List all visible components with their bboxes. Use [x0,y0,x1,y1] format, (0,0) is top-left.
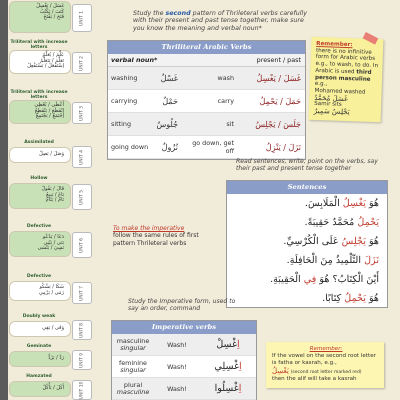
sidebar-verb: أَعْطَى / يُعْطِي [34,102,64,108]
sidebar-verb: رَدَّ / يَرُدُّ [48,355,64,361]
remember-heading: Remember: [309,346,343,352]
sentence: هُوَ يَجْلِسُ عَلَى الْكُرْسِيِّ. [283,236,379,247]
sidebar-section-unit-1[interactable] [8,2,94,38]
table-row [112,378,256,400]
imperative-english: Wash! [167,384,187,393]
sidebar-verb: وَقَى / يَقِي [42,325,64,331]
unit-tab-9[interactable]: UNIT 9 [72,350,92,370]
noun-arabic: حَمْلٌ [162,96,178,106]
table-row [112,356,256,378]
sidebar-section-unit-6[interactable] [8,224,94,268]
sidebar-section-title: Defective [26,224,52,229]
sidebar-verb: بَنَى / يَبْنِي [43,239,64,246]
sidebar-box [10,352,70,366]
sidebar-section-unit-10[interactable] [8,374,94,400]
unit-tab-5[interactable]: UNIT 5 [72,184,92,210]
header-verbal-noun: verbal noun* [111,56,158,64]
imperative-english: Wash! [167,362,187,371]
example-arabic: يَغْسِلُ [272,366,289,375]
sidebar-verb: قَالَ / يَقُولُ [41,186,64,192]
sidebar-box [10,2,70,32]
sidebar-box [10,51,70,73]
sidebar-verb: دَعَا / يَدْعُو [42,234,64,240]
table-title: Imperative verbs [112,321,256,334]
sidebar-verb: بَاعَ / يَبِيعُ [46,191,64,198]
person-cell: plural masculine [116,380,150,396]
sidebar-section-unit-8[interactable] [8,314,94,342]
sidebar-box [10,232,70,256]
imperative-note [113,225,218,247]
read-instructions: Read sentences, write, point on the verbs, say their past and present tense together [236,158,378,173]
sidebar-verb: اِجْتَمَعَ / يَجْتَمِعُ [35,113,64,120]
verb-arabic: حَمَلَ / يَحْمِلُ [259,96,301,106]
sidebar-section-unit-9[interactable] [8,344,94,372]
sidebar-verb: اِسْتَفْعَلَ / يَسْتَفْعِلُ [27,63,64,70]
person-cell: feminine singular [119,358,147,374]
sidebar-box [10,148,70,162]
worksheet-page [8,0,400,400]
imperative-note-text: follow the same rules of first pattern Thrileteral verbs [113,232,199,247]
verb-english: go down, get off [192,139,234,155]
study-imperative-instructions: Study the Imperative form, used to say an order, command [128,298,236,313]
imperative-arabic: اِغْسِلِي [214,361,242,372]
sentence: أَيْنَ الْكِتَابُ؟ هُوَ فِي الْحَقِيبَةِ. [270,274,379,285]
table-title: Thriliteral Arabic Verbs [108,41,305,54]
verb-english: sit [226,120,234,128]
sidebar-verb: نَسِيَ / يَنْسَى [37,245,64,252]
sidebar-verb: نَامَ / يَنَامُ [45,197,64,204]
remember-heading: Remember: [316,40,353,49]
table-row [112,334,256,356]
unit-tab-2[interactable]: UNIT 2 [72,52,92,74]
sentence: يَحْمِلُ مُحَمَّدٌ حَقِيبَةً. [304,217,379,228]
sidebar-box [10,382,70,396]
noun-arabic: جُلُوسٌ [156,119,178,129]
sidebar-section-unit-7[interactable] [8,274,94,310]
noun-arabic: نُزُولٌ [161,142,178,152]
noun-arabic: غَسْلٌ [160,73,178,83]
triliteral-verbs-table [107,40,306,160]
table-row [108,113,305,136]
header-present-past: present / past [256,56,301,64]
imperative-english: Wash! [167,340,187,349]
sidebar-verb: رَمَى / يَرْمِي [38,289,64,296]
example-english: Samir sits [314,101,342,109]
verb-type-sidebar [8,0,94,400]
verb-arabic: نَزَلَ / يَنْزِلُ [265,142,301,152]
example-arabic: يَجْلِسُ سَمِيرٌ [313,106,350,117]
unit-tab-1[interactable]: UNIT 1 [72,4,92,32]
sidebar-section-title: Assimilated [24,140,54,145]
sidebar-section-title: Triliteral with increase letters [10,90,68,100]
table-header [108,54,305,67]
sidebar-verb: عَلَّمَ / يُعَلِّمُ [42,52,64,58]
sidebar-box [10,184,70,208]
unit-tab-4[interactable]: UNIT 4 [72,146,92,168]
imperative-arabic: اِغْسِلْ [216,339,240,350]
sidebar-verb: أَكَلَ / يَأْكُلُ [42,385,64,391]
unit-tab-3[interactable]: UNIT 3 [72,102,92,124]
sidebar-verb: كَتَبَ / يَكْتُبُ [39,8,64,15]
imperative-verbs-table [111,320,257,400]
sidebar-section-title: Geminate [26,344,52,349]
sidebar-section-unit-3[interactable] [8,90,94,134]
sidebar-section-unit-2[interactable] [8,40,94,84]
table-body [108,67,305,159]
sidebar-box [10,282,70,300]
unit-tab-7[interactable]: UNIT 7 [72,282,92,304]
sentences-title: Sentences [227,181,387,194]
intro-instructions: Study the second pattern of Thrileteral verbs carefully with their present and past tense together, make sure you know the meaning and verbal noun* [133,10,307,32]
noun-english: sitting [111,120,131,128]
sidebar-section-title: Hollow [30,176,48,181]
sidebar-section-unit-4[interactable] [8,140,94,170]
sidebar-verb: اِنْقَطَعَ / يَنْقَطِعُ [34,107,64,114]
table-row [108,67,305,90]
sidebar-section-title: Defective [26,274,52,279]
noun-english: carrying [111,97,138,105]
sidebar-verb: وَصَلَ / يَصِلُ [39,151,64,157]
example-arabic: غَسَلَ مُحَمَّدٌ [314,93,348,103]
noun-english: washing [111,74,138,82]
example-english: Mohamed washed [314,87,366,96]
sentence: هُوَ يَحْمِلُ كِتَابًا. [322,293,379,304]
sidebar-section-unit-5[interactable] [8,176,94,220]
sidebar-section-title: Hamzated [26,374,52,379]
sidebar-box [10,322,70,336]
sidebar-section-title: Triliteral with increase letters [10,40,68,50]
table-row [108,90,305,113]
imperative-arabic: اِغْسِلُوا [214,383,242,394]
sidebar-verb: تَعَلَّمَ / يَتَعَلَّمُ [40,57,64,64]
verb-arabic: جَلَسَ / يَجْلِسُ [255,119,301,129]
sidebar-verb: فَتَحَ / يَفْتَحُ [43,14,64,21]
noun-english: going down [111,143,149,151]
sentence: نَزَلَ التِّلْمِيذُ مِنَ الْحَافِلَةِ. [286,255,379,266]
person-cell: masculine singular [116,336,150,352]
verb-english: carry [217,97,234,105]
sidebar-verb: شَكَا / يَشْكُو [39,284,64,290]
sentence: هُوَ يَغْسِلُ الْمَلَابِسَ. [304,198,379,209]
imperative-note-heading: To make the imperative [113,225,185,232]
sentences-box [226,180,388,308]
verb-arabic: غَسَلَ / يَغْسِلُ [256,73,301,83]
remember-note-infinitive: Remember: there is no infinitive form for Arabic verbs e.g., to wash, to do. In Arabic is used third person masculine e.g., Mohamed washed غَسَلَ مُحَمَّدٌ Samir sits يَجْلِسُ سَمِيرٌ [309,37,384,122]
sidebar-box [10,101,70,123]
remember-note-kasrah: Remember: If the vowel on the second root letter is fatha or kasrah, e.g., يَغْسِلُ (second root letter marked red) then the alif will take a kasrah [266,342,384,388]
unit-tab-10[interactable]: UNIT 10 [72,380,92,400]
unit-tab-6[interactable]: UNIT 6 [72,232,92,258]
sidebar-section-title: Doubly weak [22,314,56,319]
sidebar-verb: غَسَلَ / يَغْسِلُ [36,3,64,9]
unit-tab-8[interactable]: UNIT 8 [72,320,92,340]
table-row [108,136,305,159]
intro-highlight: second [165,10,191,17]
verb-english: wash [217,74,234,82]
